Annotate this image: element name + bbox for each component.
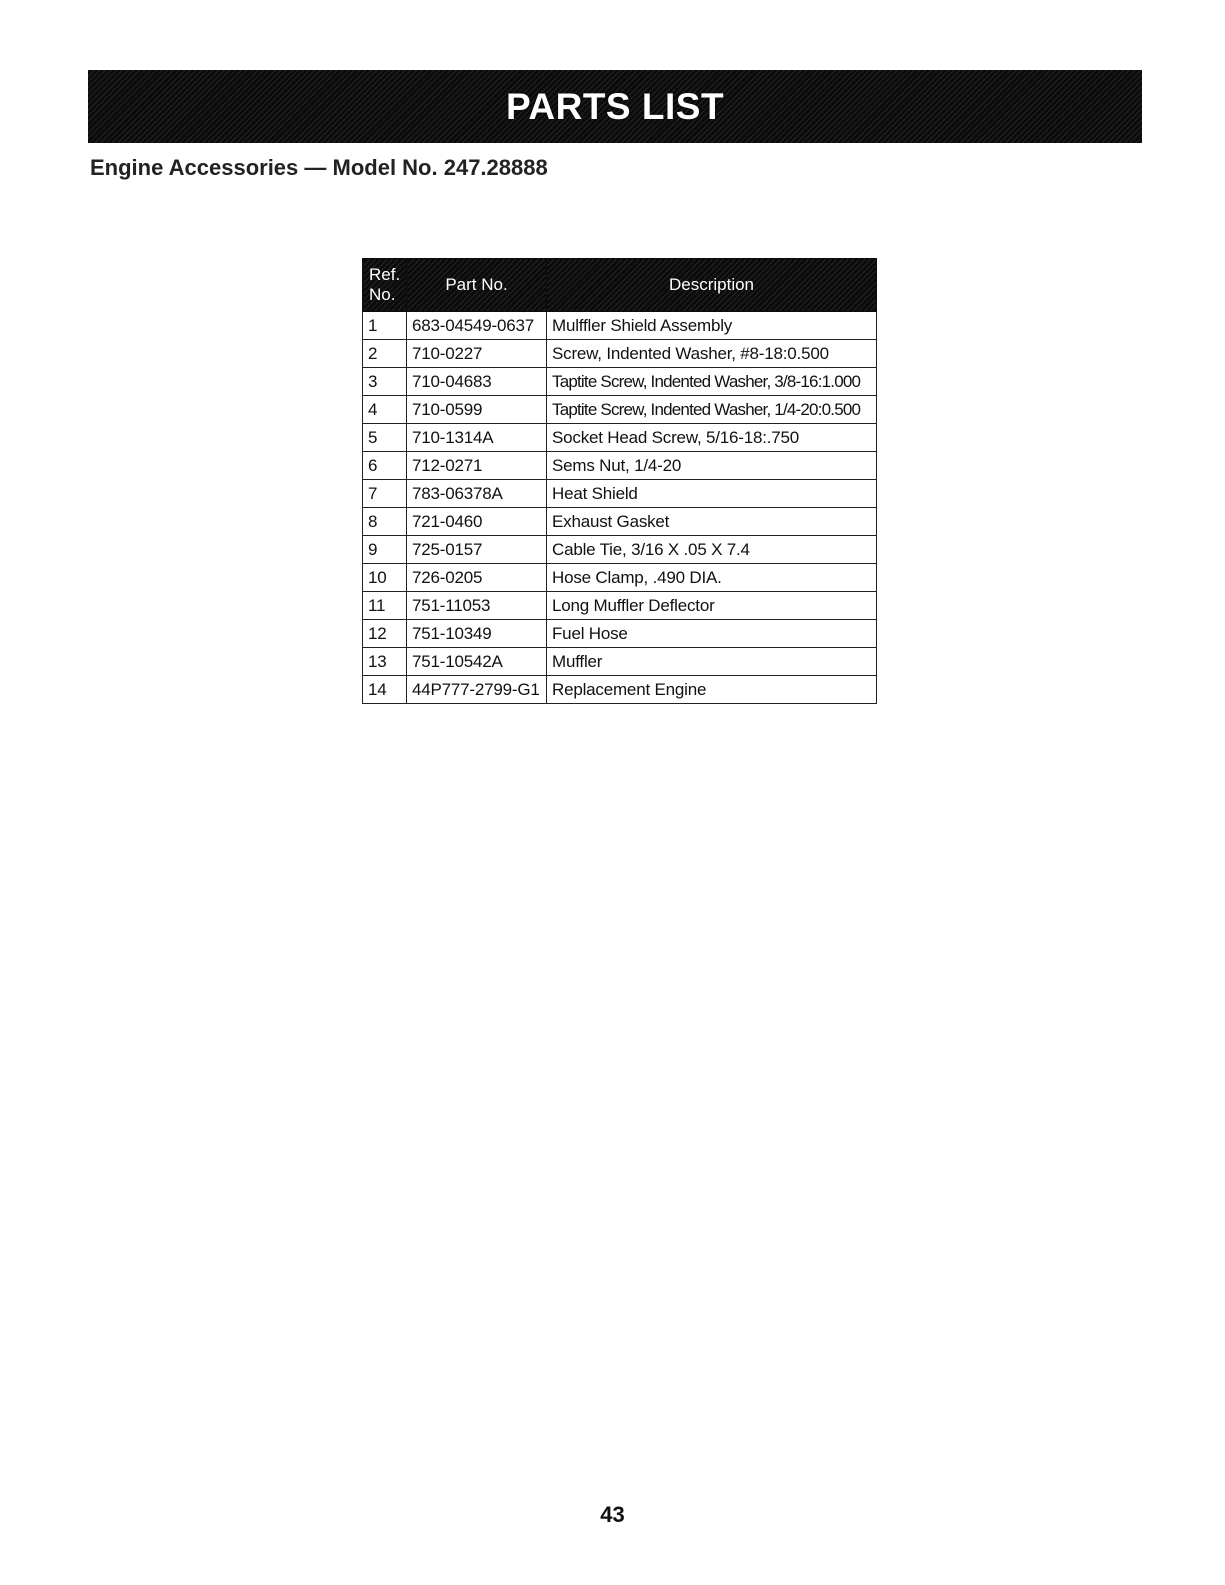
cell-ref-no: 11 xyxy=(363,592,407,620)
cell-ref-no: 12 xyxy=(363,620,407,648)
table-row xyxy=(363,424,877,452)
cell-description: Cable Tie, 3/16 X .05 X 7.4 xyxy=(547,536,877,564)
table-row xyxy=(363,620,877,648)
cell-part-no: 751-11053 xyxy=(407,592,547,620)
cell-description: Socket Head Screw, 5/16-18:.750 xyxy=(547,424,877,452)
parts-table xyxy=(362,258,877,704)
header-ref-line1: Ref. xyxy=(369,265,401,284)
cell-description: Taptite Screw, Indented Washer, 3/8-16:1.000 xyxy=(547,368,877,396)
table-row xyxy=(363,536,877,564)
cell-ref-no: 7 xyxy=(363,480,407,508)
cell-description: Sems Nut, 1/4-20 xyxy=(547,452,877,480)
cell-ref-no: 14 xyxy=(363,676,407,704)
parts-table-body xyxy=(363,312,877,704)
cell-part-no: 751-10349 xyxy=(407,620,547,648)
cell-description: Long Muffler Deflector xyxy=(547,592,877,620)
cell-description: Mulffler Shield Assembly xyxy=(547,312,877,340)
cell-part-no: 710-0227 xyxy=(407,340,547,368)
cell-part-no: 712-0271 xyxy=(407,452,547,480)
table-row xyxy=(363,592,877,620)
cell-part-no: 726-0205 xyxy=(407,564,547,592)
table-row xyxy=(363,452,877,480)
cell-description: Heat Shield xyxy=(547,480,877,508)
cell-ref-no: 4 xyxy=(363,396,407,424)
table-row xyxy=(363,508,877,536)
cell-part-no: 725-0157 xyxy=(407,536,547,564)
cell-part-no: 710-04683 xyxy=(407,368,547,396)
table-row xyxy=(363,340,877,368)
cell-part-no: 710-0599 xyxy=(407,396,547,424)
header-ref-no xyxy=(363,259,407,312)
section-heading: Engine Accessories — Model No. 247.28888 xyxy=(90,155,548,180)
cell-ref-no: 8 xyxy=(363,508,407,536)
cell-description: Hose Clamp, .490 DIA. xyxy=(547,564,877,592)
cell-ref-no: 10 xyxy=(363,564,407,592)
table-row xyxy=(363,564,877,592)
table-row xyxy=(363,676,877,704)
cell-description: Replacement Engine xyxy=(547,676,877,704)
cell-description: Exhaust Gasket xyxy=(547,508,877,536)
table-row xyxy=(363,648,877,676)
cell-description: Muffler xyxy=(547,648,877,676)
cell-part-no: 710-1314A xyxy=(407,424,547,452)
cell-part-no: 751-10542A xyxy=(407,648,547,676)
cell-ref-no: 2 xyxy=(363,340,407,368)
table-row xyxy=(363,368,877,396)
cell-description: Screw, Indented Washer, #8-18:0.500 xyxy=(547,340,877,368)
cell-part-no: 683-04549-0637 xyxy=(407,312,547,340)
table-row xyxy=(363,396,877,424)
cell-ref-no: 3 xyxy=(363,368,407,396)
cell-ref-no: 5 xyxy=(363,424,407,452)
page-number: 43 xyxy=(600,1502,625,1527)
cell-ref-no: 6 xyxy=(363,452,407,480)
parts-list-banner xyxy=(88,70,1142,143)
cell-description: Fuel Hose xyxy=(547,620,877,648)
header-part-no: Part No. xyxy=(407,259,547,312)
cell-part-no: 44P777-2799-G1 xyxy=(407,676,547,704)
cell-ref-no: 13 xyxy=(363,648,407,676)
cell-part-no: 783-06378A xyxy=(407,480,547,508)
cell-ref-no: 1 xyxy=(363,312,407,340)
table-row xyxy=(363,480,877,508)
cell-ref-no: 9 xyxy=(363,536,407,564)
cell-description: Taptite Screw, Indented Washer, 1/4-20:0.500 xyxy=(547,396,877,424)
table-row xyxy=(363,312,877,340)
cell-part-no: 721-0460 xyxy=(407,508,547,536)
header-ref-line2: No. xyxy=(369,285,396,304)
parts-table-header xyxy=(363,259,877,312)
header-description: Description xyxy=(547,259,877,312)
page-title: PARTS LIST xyxy=(505,85,725,127)
